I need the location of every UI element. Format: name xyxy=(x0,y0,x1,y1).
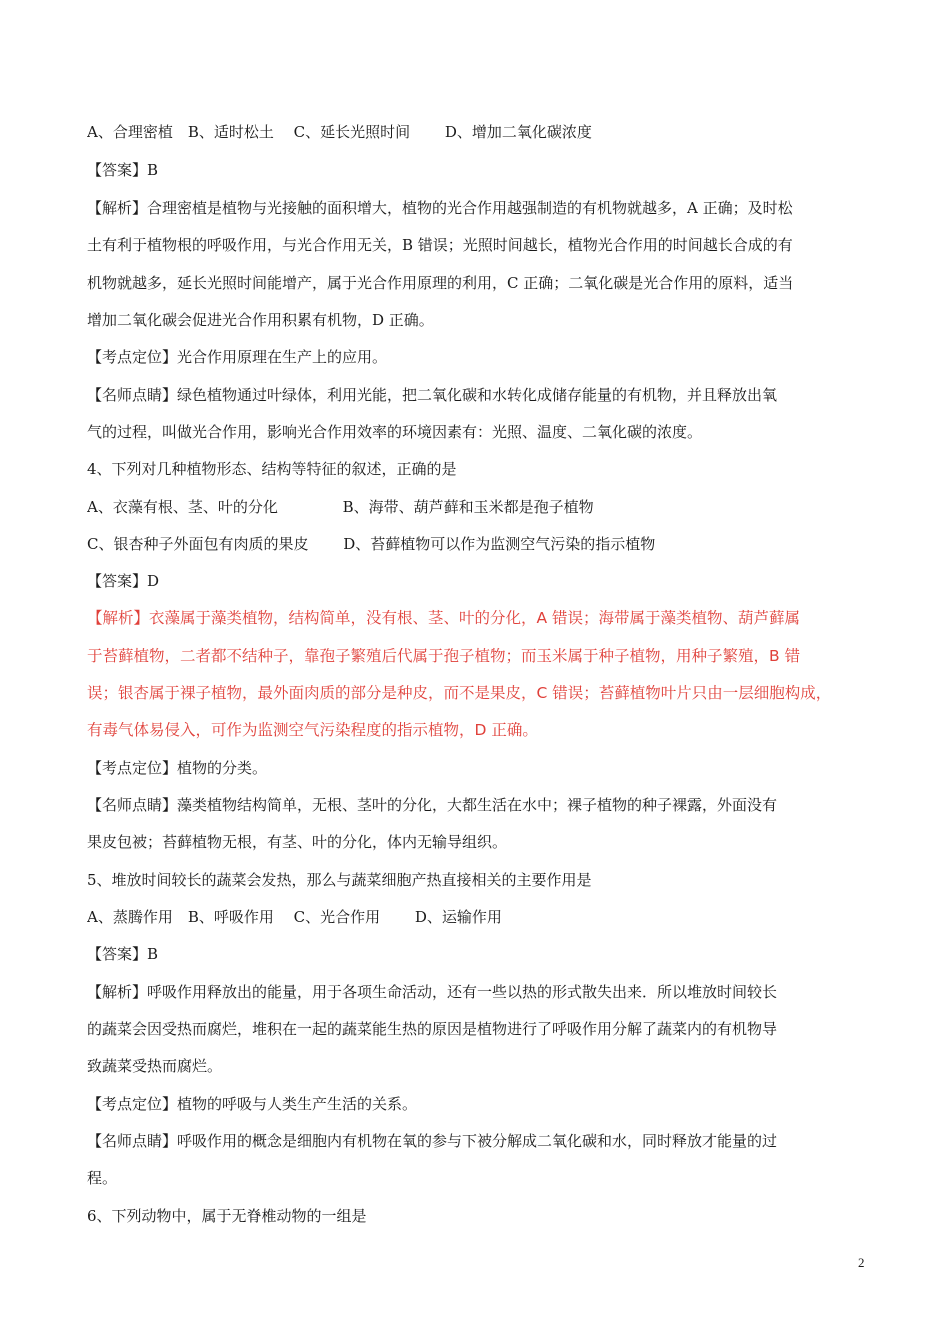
q3-analysis-line-4: 增加二氧化碳会促进光合作用积累有机物，D 正确。 xyxy=(87,311,434,329)
q5-analysis-line-3: 致蔬菜受热而腐烂。 xyxy=(87,1057,223,1075)
q4-tip-line-2: 果皮包被；苔藓植物无根，有茎、叶的分化，体内无输导组织。 xyxy=(87,833,508,851)
q3-analysis-line-1: 【解析】合理密植是植物与光接触的面积增大，植物的光合作用越强制造的有机物就越多，A 正确；及时松 xyxy=(87,199,793,217)
q4-analysis-line-1: 【解析】衣藻属于藻类植物，结构简单，没有根、茎、叶的分化，A 错误；海带属于藻类植物、葫芦藓属 xyxy=(87,609,801,627)
q4-tip-line-1: 【名师点睛】藻类植物结构简单，无根、茎叶的分化，大都生活在水中；裸子植物的种子裸露，外面没有 xyxy=(87,796,778,814)
q4-stem: 4、下列对几种植物形态、结构等特征的叙述，正确的是 xyxy=(87,460,457,478)
q4-analysis-line-3: 误；银杏属于裸子植物，最外面肉质的部分是种皮，而不是果皮，C 错误；苔藓植物叶片只由一层细胞构成， xyxy=(87,684,832,702)
q5-answer: 【答案】B xyxy=(87,945,159,963)
q4-options-ab: A、衣藻有根、茎、叶的分化 B、海带、葫芦藓和玉米都是孢子植物 xyxy=(87,498,594,516)
q3-tip-line-1: 【名师点睛】绿色植物通过叶绿体，利用光能，把二氧化碳和水转化成储存能量的有机物，并且释放出氧 xyxy=(87,386,778,404)
q4-knowledge-point: 【考点定位】植物的分类。 xyxy=(87,759,268,777)
q4-analysis-line-2: 于苔藓植物，二者都不结种子，靠孢子繁殖后代属于孢子植物；而玉米属于种子植物，用种子繁殖，B 错 xyxy=(87,647,801,665)
q5-stem: 5、堆放时间较长的蔬菜会发热，那么与蔬菜细胞产热直接相关的主要作用是 xyxy=(87,871,592,889)
q5-knowledge-point: 【考点定位】植物的呼吸与人类生产生活的关系。 xyxy=(87,1095,418,1113)
q6-stem: 6、下列动物中，属于无脊椎动物的一组是 xyxy=(87,1207,367,1225)
q5-tip-line-2: 程。 xyxy=(87,1169,118,1187)
q5-analysis-line-1: 【解析】呼吸作用释放出的能量，用于各项生命活动，还有一些以热的形式散失出来．所以堆放时间较长 xyxy=(87,983,778,1001)
q3-tip-line-2: 气的过程，叫做光合作用，影响光合作用效率的环境因素有：光照、温度、二氧化碳的浓度。 xyxy=(87,423,703,441)
page-number: 2 xyxy=(858,1255,865,1270)
q3-analysis-line-2: 土有利于植物根的呼吸作用，与光合作用无关，B 错误；光照时间越长，植物光合作用的时间越长合成的有 xyxy=(87,236,793,254)
q3-analysis-line-3: 机物就越多，延长光照时间能增产，属于光合作用原理的利用，C 正确；二氧化碳是光合作用的原料，适当 xyxy=(87,274,794,292)
q4-answer: 【答案】D xyxy=(87,572,160,590)
q5-options: A、蒸腾作用 B、呼吸作用 C、光合作用 D、运输作用 xyxy=(87,908,502,926)
q4-options-cd: C、银杏种子外面包有肉质的果皮 D、苔藓植物可以作为监测空气污染的指示植物 xyxy=(87,535,656,553)
q4-analysis-line-4: 有毒气体易侵入，可作为监测空气污染程度的指示植物，D 正确。 xyxy=(87,721,538,739)
q3-answer: 【答案】B xyxy=(87,161,159,179)
q5-analysis-line-2: 的蔬菜会因受热而腐烂，堆积在一起的蔬菜能生热的原因是植物进行了呼吸作用分解了蔬菜内的有机物导 xyxy=(87,1020,778,1038)
q3-knowledge-point: 【考点定位】光合作用原理在生产上的应用。 xyxy=(87,348,388,366)
q5-tip-line-1: 【名师点睛】呼吸作用的概念是细胞内有机物在氧的参与下被分解成二氧化碳和水，同时释放才能量的过 xyxy=(87,1132,778,1150)
q3-options: A、合理密植 B、适时松土 C、延长光照时间 D、增加二氧化碳浓度 xyxy=(87,123,592,141)
